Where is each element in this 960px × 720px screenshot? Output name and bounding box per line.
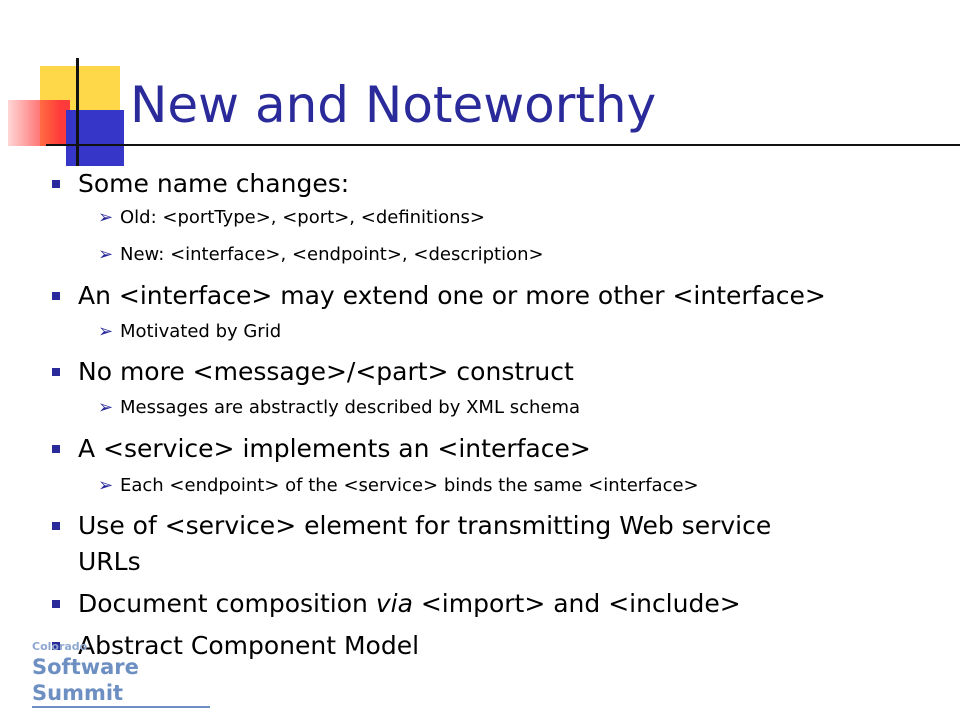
bullet-text: Use of <service> element for transmitting Web service [78,511,772,540]
bullet-text: Some name changes: [78,169,350,198]
slide-title: New and Noteworthy [130,76,657,134]
logo-main-text: Software Summit [32,654,210,708]
square-bullet-icon [52,368,60,376]
bullet-text-part: Document composition [78,589,376,618]
arrow-bullet-icon: ➢ [98,321,114,342]
square-bullet-icon [52,600,60,608]
bullet-text: No more <message>/<part> construct [78,357,574,386]
arrow-bullet-icon: ➢ [98,475,114,496]
bullet-text [78,588,741,620]
bullet-text: A <service> implements an <interface> [78,434,591,463]
sub-bullet-text: New: <interface>, <endpoint>, <description> [120,244,544,265]
software-summit-logo [30,640,210,705]
arrow-bullet-icon: ➢ [98,397,114,418]
bullet-text-italic: via [375,589,413,618]
square-bullet-icon [52,292,60,300]
sub-bullet-text: Motivated by Grid [120,321,282,342]
square-bullet-icon [52,180,60,188]
bullet-text-part: <import> and <include> [412,589,741,618]
bullet-text: An <interface> may extend one or more other <interface> [78,281,826,310]
bullet-text: URLs [78,547,141,576]
square-bullet-icon [52,445,60,453]
arrow-bullet-icon: ➢ [98,244,114,265]
logo-small-text: Colorado [32,640,88,653]
sub-bullet-text: Old: <portType>, <port>, <definitions> [120,207,486,228]
arrow-bullet-icon: ➢ [98,207,114,228]
sub-bullet-text: Messages are abstractly described by XML schema [120,397,581,418]
square-bullet-icon [52,522,60,530]
bullet-text: Abstract Component Model [78,631,420,660]
sub-bullet-text: Each <endpoint> of the <service> binds the same <interface> [120,475,699,496]
